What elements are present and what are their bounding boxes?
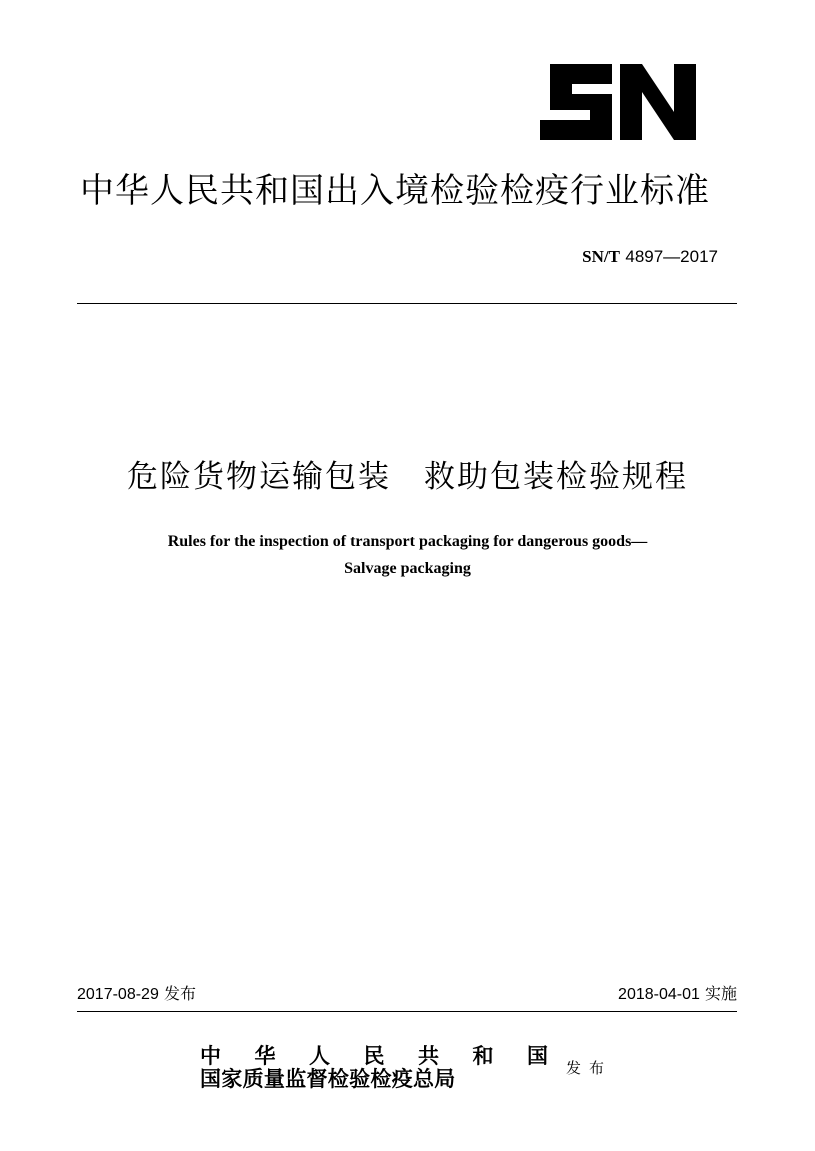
issuer-char: 共	[418, 1043, 439, 1068]
issuer-char: 国	[527, 1043, 548, 1068]
issuer-char: 华	[254, 1043, 276, 1068]
issuer-country-name	[200, 1044, 548, 1067]
standard-number-code: 4897—2017	[625, 247, 718, 266]
issuer-char: 中	[200, 1043, 221, 1068]
standard-number	[582, 245, 718, 269]
title-chinese: 危险货物运输包装 救助包装检验规程	[127, 459, 688, 495]
title-english-line2: Salvage packaging	[344, 560, 471, 577]
title-english	[0, 528, 815, 582]
publish-label: 发布	[566, 1059, 613, 1077]
issue-date	[77, 983, 196, 1006]
issuer-char: 人	[309, 1043, 330, 1068]
standard-category: 中华人民共和国出入境检验检疫行业标准	[80, 171, 710, 211]
issue-date-word: 发布	[163, 984, 196, 1003]
standard-number-prefix: SN/T	[582, 247, 620, 266]
issue-date-value: 2017-08-29	[77, 986, 159, 1003]
issuer-char: 民	[363, 1043, 385, 1068]
footer-divider	[77, 1011, 737, 1012]
implementation-date-value: 2018-04-01	[618, 986, 700, 1003]
implementation-date	[618, 983, 737, 1006]
issuing-authority	[200, 1044, 560, 1091]
title-english-line1: Rules for the inspection of transport packaging for dangerous goods—	[167, 533, 648, 550]
sn-logo-mark	[538, 58, 698, 146]
implementation-date-word: 实施	[704, 984, 737, 1003]
issuer-char: 和	[472, 1043, 494, 1068]
header-divider	[77, 303, 737, 304]
issuer-agency-name: 国家质量监督检验检疫总局	[200, 1066, 456, 1091]
sn-logo	[538, 58, 698, 146]
